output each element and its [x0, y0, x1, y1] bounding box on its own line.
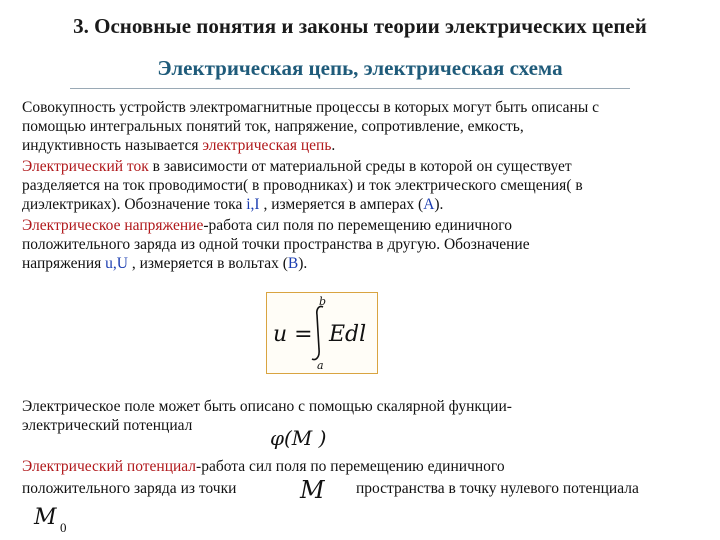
current-definition-line-1: [22, 157, 572, 176]
term-electric-current: Электрический ток: [22, 158, 149, 175]
circuit-definition-line-1: Совокупность устройств электромагнитные процессы в которых могут быть описаны с: [22, 99, 599, 116]
text-run: .: [331, 137, 336, 154]
current-definition-line-2: разделяется на ток проводимости( в проводниках) и ток электрического смещения( в: [22, 177, 583, 194]
page-title: 3. Основные понятия и законы теории электрических цепей: [73, 14, 647, 38]
voltage-definition-line-1: [22, 216, 512, 235]
current-definition-line-3: [22, 195, 443, 214]
circuit-definition-line-3: [22, 136, 335, 155]
current-symbol: i,I: [246, 196, 260, 213]
formula-integrand: Edl: [329, 322, 367, 347]
m0-subscript: 0: [60, 520, 67, 535]
m0-letter: M: [34, 505, 57, 530]
voltage-definition-line-2: положительного заряда из одной точки пространства в другую. Обозначение: [22, 236, 530, 253]
formula-lower-limit: a: [317, 359, 324, 372]
potential-intro-line-2: электрический потенциал: [22, 417, 193, 434]
phi-graphic: [268, 424, 348, 452]
formula-graphic: [267, 293, 377, 373]
text-run: индуктивность называется: [22, 137, 203, 154]
title-divider: [70, 88, 630, 89]
current-unit: А: [423, 196, 435, 213]
voltage-symbol: u,U: [105, 255, 128, 272]
text-run: диэлектриках). Обозначение тока: [22, 196, 247, 213]
m-letter: M: [300, 476, 325, 504]
term-electric-voltage: Электрическое напряжение: [22, 217, 204, 234]
term-electric-potential: Электрический потенциал: [22, 458, 197, 475]
text-run: ).: [434, 196, 444, 213]
phi-expression: φ(M ): [270, 426, 327, 450]
potential-intro-line-1: Электрическое поле может быть описано с помощью скалярной функции-: [22, 398, 512, 415]
potential-function-formula: [268, 424, 348, 452]
potential-definition-line-2b: пространства в точку нулевого потенциала: [356, 480, 639, 497]
formula-upper-limit: b: [319, 295, 327, 308]
text-run: ).: [298, 255, 308, 272]
page-subtitle: Электрическая цепь, электрическая схема: [157, 56, 563, 80]
m-graphic: [298, 476, 338, 504]
text-run: -работа сил поля по перемещению единичного: [196, 458, 505, 475]
formula-lhs: u =: [273, 322, 313, 347]
voltage-integral-formula: [266, 292, 378, 374]
point-m-symbol: [298, 476, 338, 504]
text-run: в зависимости от материальной среды в которой он существует: [148, 158, 572, 175]
voltage-definition-line-3: [22, 254, 307, 273]
voltage-unit: В: [287, 255, 299, 272]
text-run: , измеряется в вольтах (: [127, 255, 288, 272]
m0-graphic: [32, 502, 78, 536]
integral-sign-icon: [312, 306, 323, 359]
text-run: , измеряется в амперах (: [259, 196, 424, 213]
potential-definition-line-1: [22, 457, 505, 476]
text-run: -работа сил поля по перемещению единичного: [203, 217, 512, 234]
circuit-definition-line-2: помощью интегральных понятий ток, напряжение, сопротивление, емкость,: [22, 118, 524, 135]
point-m0-symbol: [32, 502, 78, 536]
term-electric-circuit: электрическая цепь: [202, 137, 332, 154]
potential-definition-line-2a: положительного заряда из точки: [22, 480, 237, 497]
text-run: напряжения: [22, 255, 106, 272]
